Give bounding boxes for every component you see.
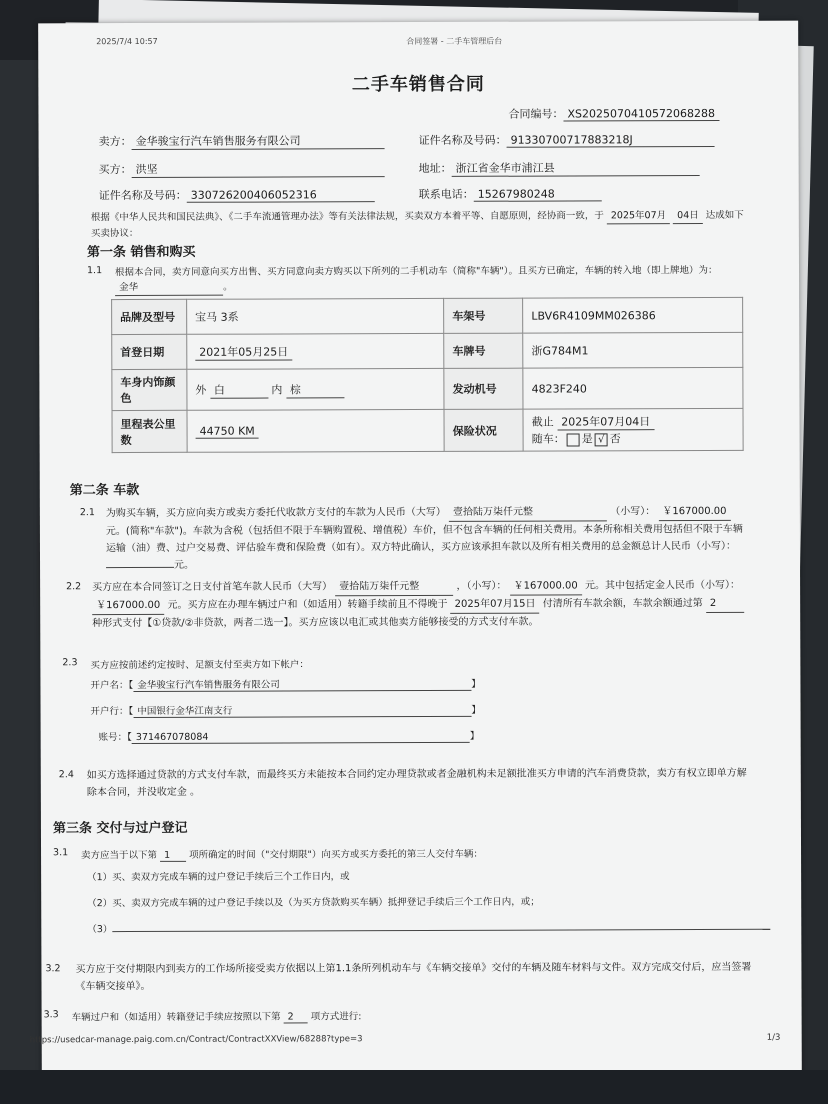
mileage-value: 44750 KM — [187, 409, 444, 452]
table-row — [112, 408, 743, 452]
clause-3-2-number: 3.2 — [45, 963, 61, 975]
background-bottom — [0, 1070, 828, 1104]
bank-row: 开户行：【 中国银行金华江南支行 】 — [91, 702, 481, 718]
article-3-title: 第三条 交付与过户登记 — [52, 820, 188, 837]
clause-3-1: 卖方应当于以下第 1 项所确定的时间（"交付期限"）向买方或买方委托的第三人交付车辆： — [81, 848, 483, 862]
yes-checkbox — [567, 433, 580, 446]
delivery-option-3: （3） — [87, 919, 770, 935]
clause-2-2: 买方应在本合同签订之日支付首笔车款人民币（大写） 壹拾陆万柒仟元整 ，（小写）： ￥167000.00 元。其中包括定金人民币（小写）： ￥167000.00 元。买方应在办理车辆过户和（如适用）转籍手续前且不得晚于 2025年07月15日 付清所有车款余额，车款余额通过第 2 种形式支付【①贷款/②非贷款，两者二选一】。买方应该以电汇或其他卖方能够接受的方式支付车款。 — [92, 577, 752, 632]
color-label: 车身内饰颜色 — [112, 369, 187, 410]
vin-value: LBV6R4109MM026386 — [523, 297, 743, 333]
clause-3-2: 买方应于交付期限内到卖方的工作场所接受卖方依据以上第1.1条所列机动车与《车辆交接单》交付的车辆及随车材料与文件。双方完成交付后，应当签署《车辆交接单》。 — [75, 961, 752, 993]
color-value: 外 白 内 棕 — [187, 368, 444, 410]
vin-label: 车架号 — [444, 298, 523, 333]
clause-1-1: 根据本合同，卖方同意向买方出售、买方同意向卖方购买以下所列的二手机动车（简称"车辆"）。且买方已确定，车辆的转入地（即上牌地）为： 金华 。 — [115, 263, 747, 296]
contract-page — [29, 21, 802, 1090]
clause-3-3-number: 3.3 — [43, 1009, 59, 1021]
plate-value: 浙G784M1 — [523, 332, 743, 368]
reg-date-value: 2021年05月25日 — [187, 333, 444, 369]
insurance-label: 保险状况 — [444, 409, 523, 451]
preamble: 根据《中华人民共和国民法典》、《二手车流通管理办法》等有关法律法规，买卖双方本着平等、自愿原则，经协商一致，于 2025年07月 04日 达成如下买卖协议： — [90, 209, 744, 240]
brand-value: 宝马 3系 — [187, 298, 444, 334]
engine-value: 4823F240 — [523, 367, 743, 409]
seller-row: 卖方： 金华骏宝行汽车销售服务有限公司 — [99, 132, 385, 150]
brand-label: 品牌及型号 — [112, 299, 187, 334]
seller-id-row: 证件名称及号码： 91330700717883218J — [419, 131, 715, 148]
footer-url: https://usedcar-manage.paig.com.cn/Contract/ContractXXView/68288?type=3 — [29, 1034, 363, 1046]
clause-2-1-number: 2.1 — [79, 507, 95, 519]
article-1-title: 第一条 销售和购买 — [86, 244, 196, 261]
print-footer — [29, 1032, 782, 1046]
print-system-title: 合同签署 - 二手车管理后台 — [406, 36, 503, 47]
clause-2-4: 如买方选择通过贷款的方式支付车款，而最终买方未能按本合同约定办理贷款或者金融机构未足额批准买方申请的汽车消费贷款，卖方有权立即单方解除本合同，并没收定金 。 — [86, 767, 747, 799]
page-number: 1/3 — [766, 1032, 781, 1043]
table-row — [112, 332, 743, 369]
mileage-label: 里程表公里数 — [112, 410, 187, 452]
delivery-option-1: （1）买、卖双方完成车辆的过户登记手续后三个工作日内，或 — [87, 871, 350, 884]
reg-date-label: 首登日期 — [112, 334, 187, 369]
clause-2-1: 为购买车辆，买方应向卖方或卖方委托代收款方支付的车款为人民币（大写） 壹拾陆万柒仟元整 （小写）： ￥167000.00 元。(简称"车款")。车款为含税（包括但不限于车辆购置税、增值税）车价，但不包含车辆的任何相关费用。本条所称相关费用包括但不限于车辆运输（油）费、过户交易费、评估验车费和保险费（如有）。双方特此确认，买方应该承担车款以及所有相关费用的总金额总计人民币（小写）： 元。 — [106, 503, 750, 574]
no-checkbox: √ — [595, 433, 608, 446]
delivery-option-2: （2）买、卖双方完成车辆的过户登记手续以及（为买方贷款购买车辆）抵押登记手续后三个工作日内，或； — [87, 896, 540, 910]
contract-title: 二手车销售合同 — [351, 73, 485, 96]
contract-number: 合同编号： XS2025070410572068288 — [508, 105, 719, 122]
engine-label: 发动机号 — [444, 368, 523, 409]
clause-2-3-number: 2.3 — [62, 657, 78, 669]
account-number-row: 账号：【 371467078084 】 — [98, 730, 480, 744]
table-row — [112, 367, 743, 410]
insurance-value: 截止 2025年07月04日 随车： 是 √ 否 — [523, 408, 743, 451]
clause-2-3: 买方应按前述约定按时、足额支付至卖方如下帐户： — [90, 659, 309, 672]
clause-3-1-number: 3.1 — [53, 847, 69, 859]
clause-2-2-number: 2.2 — [66, 581, 82, 593]
buyer-address-row: 地址： 浙江省金华市浦江县 — [419, 159, 700, 177]
vehicle-info-table — [111, 297, 744, 453]
plate-label: 车牌号 — [444, 333, 523, 368]
clause-1-1-number: 1.1 — [86, 265, 103, 277]
table-row — [112, 297, 743, 334]
buyer-row: 买方： 洪坚 — [99, 160, 385, 178]
print-header — [96, 35, 768, 47]
clause-2-4-number: 2.4 — [58, 769, 74, 781]
account-name-row: 开户名：【 金华骏宝行汽车销售服务有限公司 】 — [90, 676, 480, 692]
print-datetime: 2025/7/4 10:57 — [96, 36, 158, 47]
buyer-id-row: 证件名称及号码： 330726200406052316 — [99, 186, 375, 203]
article-2-title: 第二条 车款 — [69, 482, 140, 499]
buyer-phone-row: 联系电话： 15267980248 — [419, 185, 602, 202]
clause-3-3: 车辆过户和（如适用）转籍登记手续应按照以下第 2 项方式进行: — [71, 1011, 362, 1024]
